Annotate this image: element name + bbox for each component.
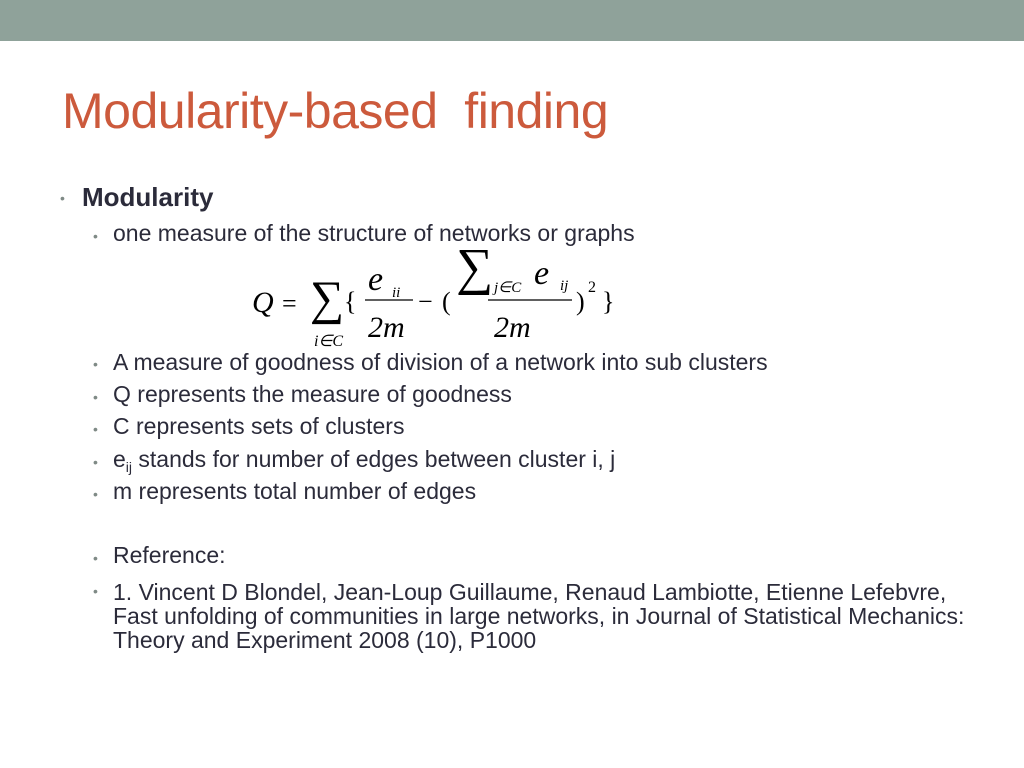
formula-inner-index: j∈C [494, 280, 522, 296]
formula-power: 2 [588, 279, 596, 296]
formula-2m-1: 2m [368, 311, 405, 344]
eij-base: e [113, 446, 126, 472]
reference-label: Reference: [113, 542, 226, 568]
bullet-dot: • [93, 421, 98, 437]
formula-eq: = [282, 289, 297, 318]
main-bullet: Modularity [82, 182, 214, 212]
formula-sigma: ∑ [310, 272, 345, 325]
sub-bullet-4: C represents sets of clusters [113, 413, 405, 439]
formula-Q: Q [252, 286, 274, 319]
eij-subscript: ij [125, 459, 133, 475]
formula-sum-lower: i∈C [314, 333, 344, 350]
bullet-dot: • [60, 190, 65, 206]
sub-bullet-2: A measure of goodness of division of a network into sub clusters [113, 349, 768, 375]
formula-sigma-2: ∑ [456, 239, 494, 296]
sub-bullet-1: one measure of the structure of networks or graphs [113, 220, 635, 246]
formula-ij: ij [560, 278, 569, 294]
sub-bullet-eij [113, 447, 615, 479]
bullet-dot: • [93, 486, 98, 502]
sub-bullet-m: m represents total number of edges [113, 478, 477, 504]
modularity-formula [250, 232, 630, 360]
eij-rest: stands for number of edges between cluster i, j [132, 446, 616, 472]
formula-rbrace: } [602, 287, 615, 316]
formula-ii: ii [392, 285, 401, 301]
bullet-dot: • [93, 389, 98, 405]
bullet-dot: • [93, 454, 98, 470]
bullet-dot: • [93, 583, 98, 599]
bullet-dot: • [93, 356, 98, 372]
reference-text: 1. Vincent D Blondel, Jean-Loup Guillaume, Renaud Lambiotte, Etienne Lefebvre, Fast unfolding of communities in large networks, in Journal of Statistical Mechanics: Theory and Experiment 2008 (10), P1000 [113, 579, 965, 653]
formula-lparen: ( [442, 287, 451, 316]
formula-rparen: ) [576, 287, 585, 316]
slide-title: Modularity-based finding [62, 83, 609, 139]
formula-2m-2: 2m [494, 311, 531, 344]
bullet-dot: • [93, 550, 98, 566]
sub-bullet-3: Q represents the measure of goodness [113, 381, 512, 407]
formula-lbrace: { [344, 287, 357, 316]
formula-minus: − [418, 287, 433, 316]
bullet-dot: • [93, 228, 98, 244]
top-banner [0, 0, 1024, 41]
formula-e-2: e [534, 255, 550, 292]
formula-e: e [368, 261, 384, 298]
